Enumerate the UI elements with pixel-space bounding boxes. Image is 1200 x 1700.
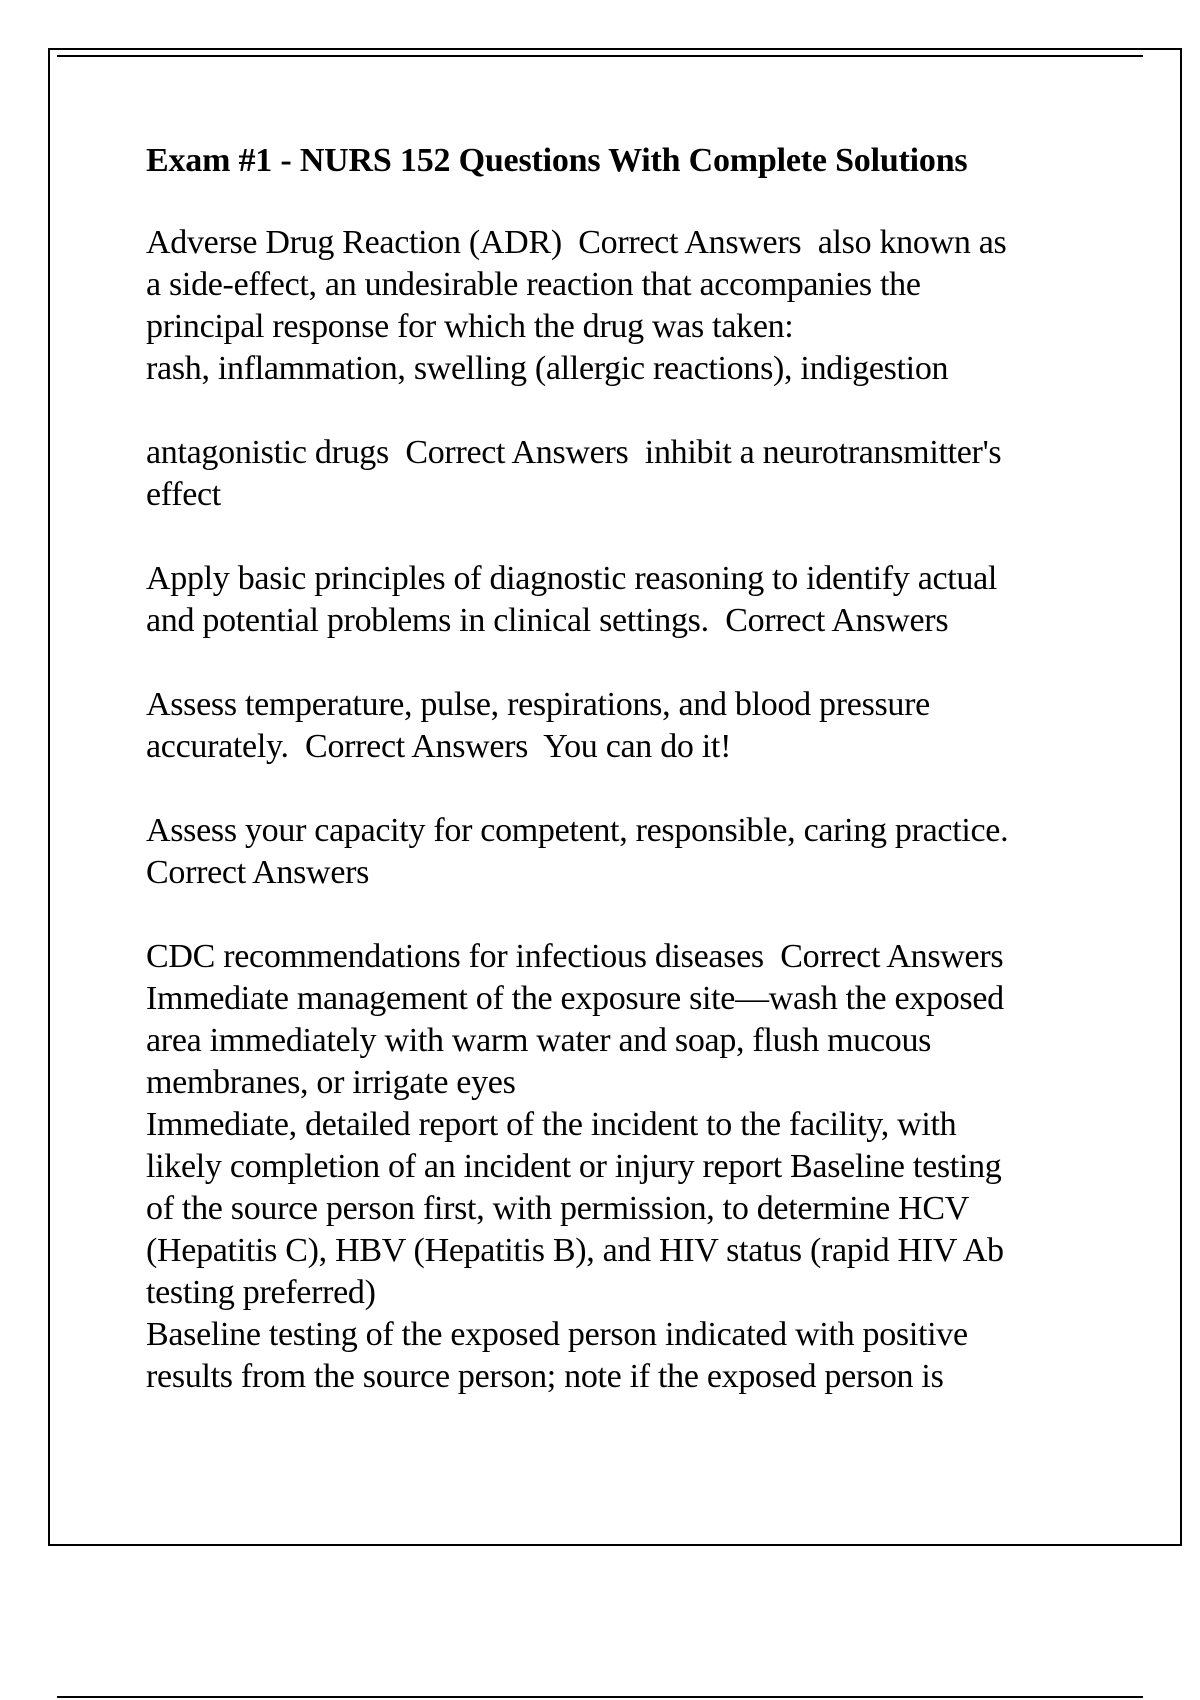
entry-line: likely completion of an incident or injury report Baseline testing [146, 1148, 1002, 1185]
entry-line: area immediately with warm water and soap, flush mucous [146, 1022, 932, 1059]
qa-entry-cdc-recommendations [146, 936, 1106, 1398]
entry-line: Immediate management of the exposure site—wash the exposed [146, 980, 1004, 1017]
entry-line: of the source person first, with permission, to determine HCV [146, 1190, 970, 1227]
entry-line: Apply basic principles of diagnostic reasoning to identify actual [146, 560, 998, 597]
entry-line: accurately. Correct Answers You can do it! [146, 728, 732, 765]
entry-line: Assess your capacity for competent, responsible, caring practice. [146, 812, 1009, 849]
entry-line: rash, inflammation, swelling (allergic reactions), indigestion [146, 350, 949, 387]
entry-line: principal response for which the drug was taken: [146, 308, 794, 345]
entry-line: Immediate, detailed report of the incident to the facility, with [146, 1106, 957, 1143]
qa-entry-assess-vitals [146, 684, 1106, 768]
entry-line: membranes, or irrigate eyes [146, 1064, 516, 1101]
entry-line: effect [146, 476, 221, 513]
qa-entry-antagonistic-drugs [146, 432, 1106, 516]
qa-entry-assess-capacity [146, 810, 1106, 894]
entry-line: a side-effect, an undesirable reaction that accompanies the [146, 266, 921, 303]
entry-line: Baseline testing of the exposed person indicated with positive [146, 1316, 968, 1353]
footer-rule [57, 1696, 1143, 1698]
entry-line: (Hepatitis C), HBV (Hepatitis B), and HIV status (rapid HIV Ab [146, 1232, 1004, 1269]
entry-line: and potential problems in clinical settings. Correct Answers [146, 602, 949, 639]
entry-line: Correct Answers [146, 854, 370, 891]
entry-line: results from the source person; note if the exposed person is [146, 1358, 944, 1395]
entry-line: testing preferred) [146, 1274, 376, 1311]
qa-entry-adverse-drug-reaction [146, 222, 1106, 390]
entry-line: Assess temperature, pulse, respirations, and blood pressure [146, 686, 930, 723]
entry-line: antagonistic drugs Correct Answers inhibit a neurotransmitter's [146, 434, 1002, 471]
entry-line: CDC recommendations for infectious diseases Correct Answers [146, 938, 1004, 975]
document-title: Exam #1 - NURS 152 Questions With Complete Solutions [146, 142, 968, 179]
document-body [146, 140, 1106, 1440]
qa-entry-diagnostic-reasoning [146, 558, 1106, 642]
entry-line: Adverse Drug Reaction (ADR) Correct Answers also known as [146, 224, 1007, 261]
